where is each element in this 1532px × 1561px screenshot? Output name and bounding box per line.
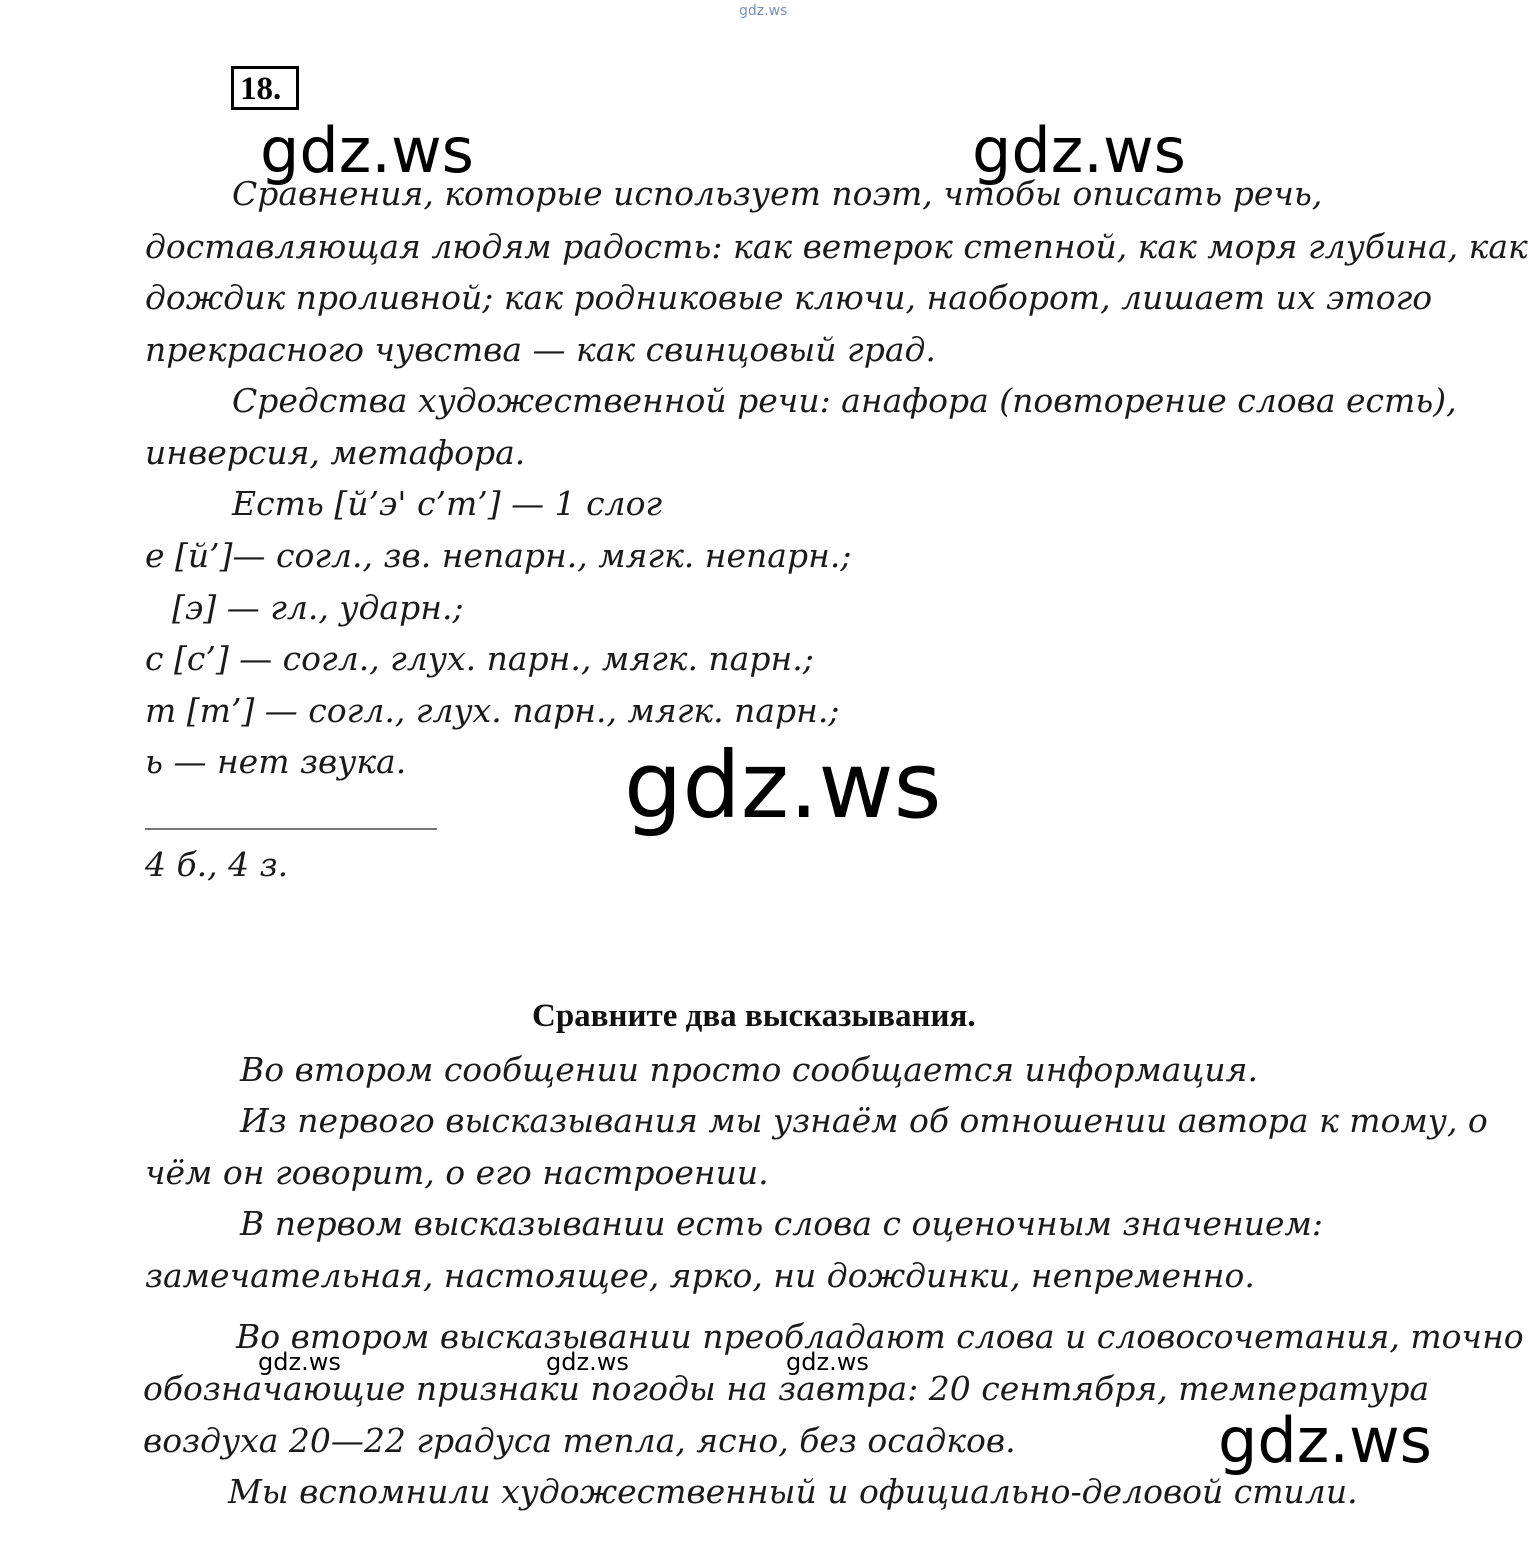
text-line: чём он говорит, о его настроении.	[145, 1153, 769, 1192]
text-line: обозначающие признаки погоды на завтра: 20 сентября, температура	[143, 1369, 1430, 1408]
watermark-small: gdz.ws	[786, 1348, 869, 1376]
text-line: В первом высказывании есть слова с оценочным значением:	[240, 1204, 1323, 1243]
task-number-box	[231, 66, 299, 110]
text-line: прекрасного чувства — как свинцовый град.	[145, 330, 936, 369]
text-line: замечательная, настоящее, ярко, ни дождинки, непременно.	[145, 1256, 1255, 1295]
text-line: Сравнения, которые использует поэт, чтобы описать речь,	[232, 174, 1323, 213]
totals-line: 4 б., 4 з.	[145, 845, 289, 884]
text-line: Во втором сообщении просто сообщается информация.	[240, 1050, 1259, 1089]
text-line: воздуха 20—22 градуса тепла, ясно, без осадков.	[143, 1421, 1016, 1460]
divider-rule	[145, 828, 437, 830]
analysis-title: Есть [й’э' с’т’] — 1 слог	[232, 484, 663, 523]
analysis-line: т [т’] — согл., глух. парн., мягк. парн.;	[145, 691, 840, 730]
text-line: Средства художественной речи: анафора (повторение слова есть),	[232, 381, 1457, 420]
analysis-line: е [й’]— согл., зв. непарн., мягк. непарн.;	[145, 536, 852, 575]
text-line: дождик проливной; как родниковые ключи, наоборот, лишает их этого	[145, 278, 1433, 317]
text-line: Мы вспомнили художественный и официально-деловой стили.	[228, 1472, 1358, 1511]
watermark-center: gdz.ws	[624, 732, 942, 839]
watermark-bottom-right: gdz.ws	[1218, 1404, 1432, 1477]
text-line: инверсия, метафора.	[145, 433, 526, 472]
section-heading: Сравните два высказывания.	[532, 998, 976, 1034]
analysis-line: ь — нет звука.	[145, 742, 407, 781]
task-number: 18.	[240, 71, 282, 107]
analysis-line: [э] — гл., ударн.;	[172, 588, 464, 627]
watermark-small: gdz.ws	[258, 1348, 341, 1376]
watermark-header-left: gdz.ws	[260, 114, 474, 187]
text-line: Из первого высказывания мы узнаём об отношении автора к тому, о	[240, 1101, 1488, 1140]
watermark-header-right: gdz.ws	[972, 114, 1186, 187]
text-line: доставляющая людям радость: как ветерок степной, как моря глубина, как	[145, 227, 1528, 266]
analysis-line: с [с’] — согл., глух. парн., мягк. парн.;	[145, 639, 814, 678]
top-watermark: gdz.ws	[739, 3, 788, 19]
text-line: Во втором высказывании преобладают слова и словосочетания, точно	[236, 1317, 1524, 1356]
watermark-small: gdz.ws	[546, 1348, 629, 1376]
